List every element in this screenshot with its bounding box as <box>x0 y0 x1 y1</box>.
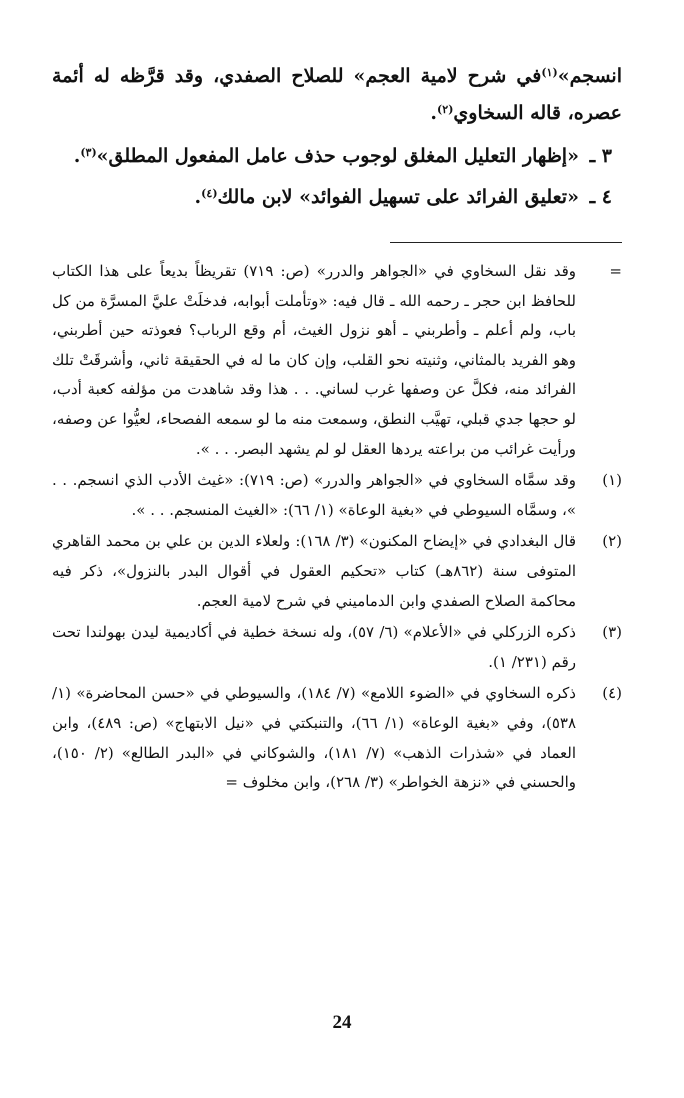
continuation-marker: = <box>609 262 622 280</box>
footnote-text: ذكره الزركلي في «الأعلام» (٦/ ٥٧)، وله نسخة خطية في أكاديمية ليدن بهولندا تحت رقم (٢٣١/ ١). <box>52 623 576 671</box>
text-run: . <box>73 145 81 167</box>
list-item-4 <box>52 179 622 216</box>
text-run: انسجم» <box>557 65 622 87</box>
list-item-3 <box>52 138 622 175</box>
footnote-marker: (١) <box>602 471 622 490</box>
footnote-text: وقد نقل السخاوي في «الجواهر والدرر» (ص: ٧١٩) تقريظاً بديعاً على هذا الكتاب للحافظ ابن حجر ـ رحمه الله ـ قال فيه: «وتأملت أبوابه، فدخلَتْ عليَّ المسرَّة من كل باب، ولم أعلم ـ وأطربني ـ أهو نزول الغيث، أم وقع الرباب؟ فعوذته حين أطربني، وهو الفريد بالمثاني، وثنيته نحو القلب، وإن كان ما له في الحقيقة ثاني، وأشرقَتْ تلك الفرائد منه، فكلَّ عن وصفها غرب لساني. . . هذا وقد شاهدت من مؤلفه كعبة أدب، لو حجها جدي قبلي، تهيَّب النطق، وسمعت منه ما لو سمعه الفصحاء، لعيُّوا عن وصفه، ورأيت غرائب من براعته يردها العقل لو لم يشهد البصر. . . ». <box>52 262 577 458</box>
main-text <box>52 58 622 216</box>
footnote-ref-4[interactable]: (٤) <box>201 187 218 200</box>
footnote-1 <box>52 466 622 525</box>
footnote-text: وقد سمَّاه السخاوي في «الجواهر والدرر» (ص: ٧١٩): «غيث الأدب الذي انسجم. . . »، وسمَّاه السيوطي في «بغية الوعاة» (١/ ٦٦): «الغيث المنسجم. . . ». <box>52 471 577 519</box>
footnote-text: قال البغدادي في «إيضاح المكنون» (٣/ ١٦٨): ولعلاء الدين بن علي بن محمد القاهري المتوفى سنة (٨٦٢هـ) كتاب «تحكيم العقول في أقوال البدر بالنزول»، ذكر فيه محاكمة الصلاح الصفدي وابن الدماميني في شرح لامية العجم. <box>52 532 577 610</box>
list-number: ٣ ـ <box>589 145 612 167</box>
footnotes <box>52 257 622 798</box>
footnote-ref-1[interactable]: (١) <box>541 66 558 79</box>
footnote-ref-3[interactable]: (٣) <box>80 146 97 159</box>
text-run: في شرح لامية العجم» للصلاح الصفدي، وقد قرَّظه له أئمة عصره، قاله السخاوي <box>52 65 622 124</box>
footnote-3 <box>52 618 622 677</box>
footnote-marker: (٢) <box>602 532 622 551</box>
footnote-ref-2[interactable]: (٢) <box>437 103 454 116</box>
footnote-separator <box>390 242 622 243</box>
page-body <box>52 58 622 798</box>
text-run: . <box>194 186 202 208</box>
main-paragraph <box>52 58 622 132</box>
book-title: «تعليق الفرائد على تسهيل الفوائد» لابن مالك <box>217 186 579 208</box>
footnote-4 <box>52 679 622 797</box>
list-number: ٤ ـ <box>589 186 612 208</box>
text-run: . <box>430 102 438 124</box>
footnote-text: ذكره السخاوي في «الضوء اللامع» (٧/ ١٨٤)، والسيوطي في «حسن المحاضرة» (١/ ٥٣٨)، وفي «بغية الوعاة» (١/ ٦٦)، والتنبكتي في «نيل الابتهاج» (ص: ٤٨٩)، وابن العماد في «شذرات الذهب» (٧/ ١٨١)، والشوكاني في «البدر الطالع» (٢/ ١٥٠)، والحسني في «نزهة الخواطر» (٣/ ٢٦٨)، وابن مخلوف = <box>52 684 577 792</box>
footnote-marker: (٤) <box>602 684 622 703</box>
footnote-marker: (٣) <box>602 623 622 642</box>
page-number: 24 <box>332 1012 352 1033</box>
footnote-continuation <box>52 257 622 464</box>
footnote-2 <box>52 527 622 616</box>
book-title: «إظهار التعليل المغلق لوجوب حذف عامل المفعول المطلق» <box>96 145 579 167</box>
